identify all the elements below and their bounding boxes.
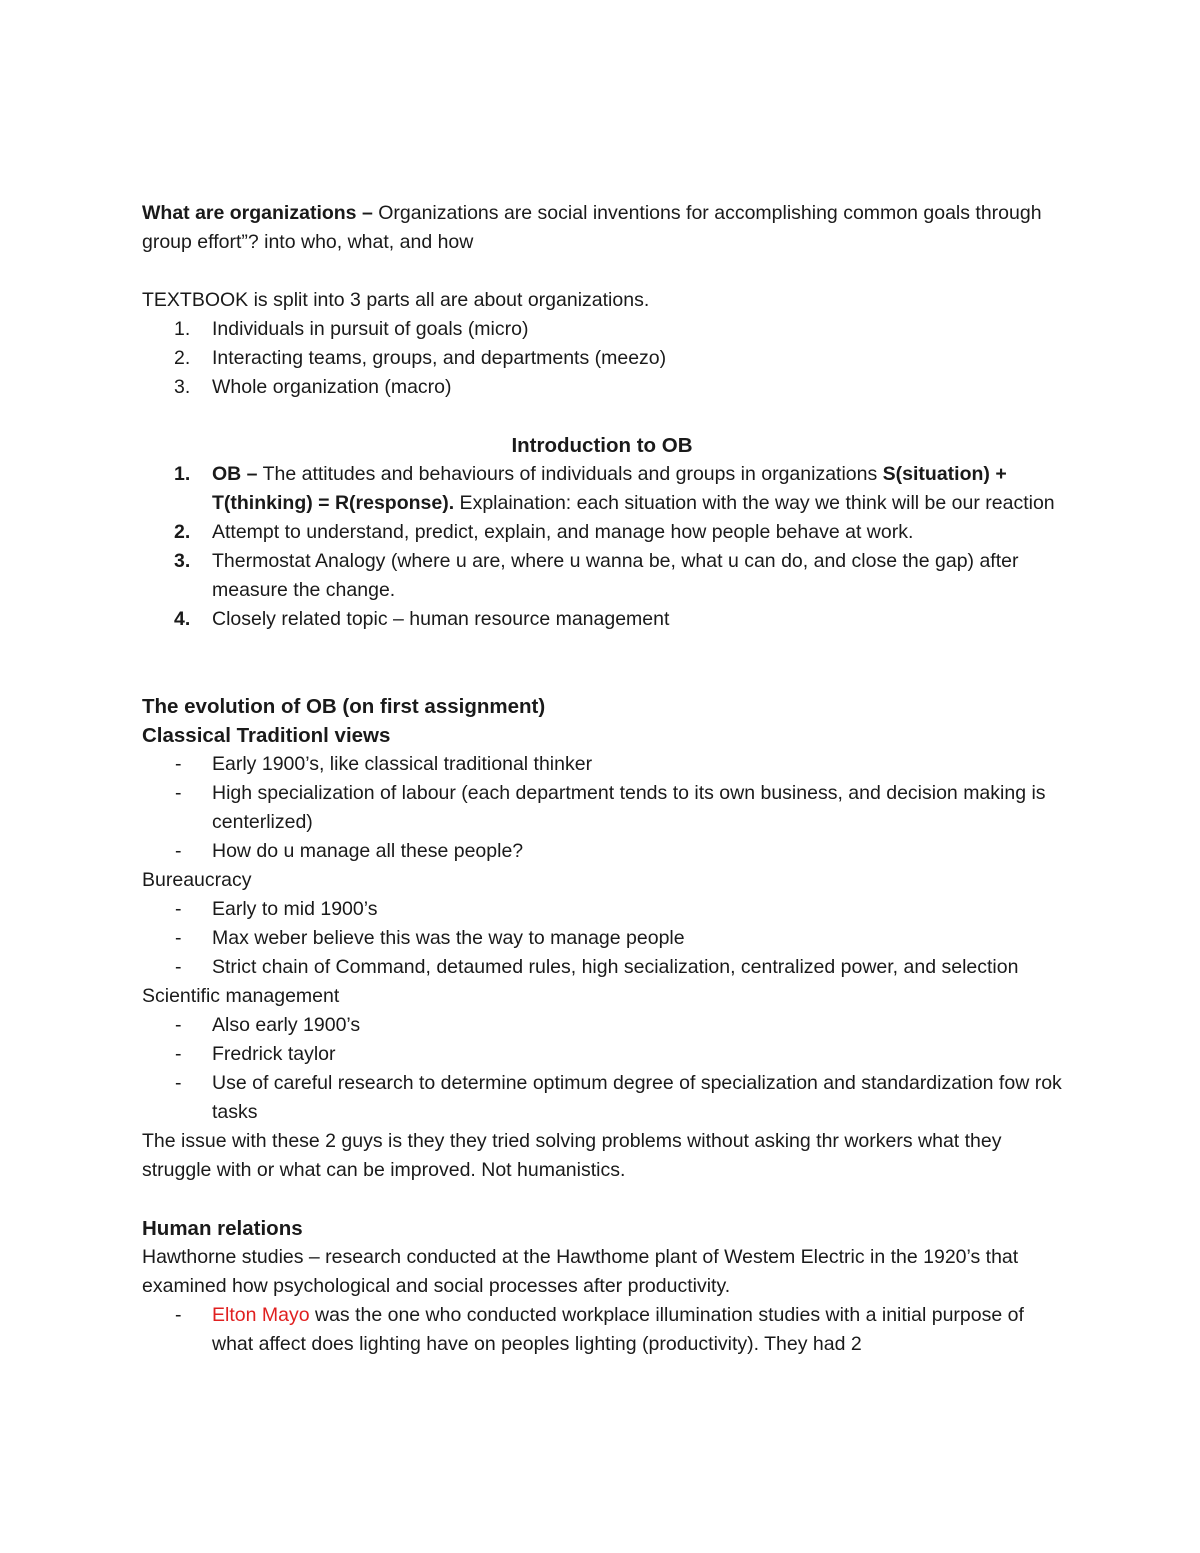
list-number: 2. bbox=[174, 521, 191, 543]
list-item bbox=[142, 750, 1062, 779]
dash-bullet: - bbox=[175, 927, 182, 949]
list-item-text: Max weber believe this was the way to manage people bbox=[212, 927, 685, 949]
list-item-text: Interacting teams, groups, and departments (meezo) bbox=[212, 347, 667, 369]
blank-line bbox=[142, 634, 1062, 663]
intro-paragraph bbox=[142, 199, 1062, 257]
list-number: 4. bbox=[174, 608, 191, 630]
textbook-lead: TEXTBOOK is split into 3 parts all are about organizations. bbox=[142, 289, 650, 311]
list-item-text: How do u manage all these people? bbox=[212, 840, 524, 862]
ob-explanation: Explaination: each situation with the way we think will be our reaction bbox=[454, 492, 1055, 514]
blank-line bbox=[142, 663, 1062, 692]
list-item bbox=[142, 953, 1062, 982]
list-item bbox=[142, 518, 1062, 547]
list-item bbox=[142, 1040, 1062, 1069]
ob-definition: The attitudes and behaviours of individuals and groups in organizations bbox=[257, 463, 883, 485]
list-item-text: Individuals in pursuit of goals (micro) bbox=[212, 318, 529, 340]
list-number: 3. bbox=[174, 376, 191, 398]
ob-label: OB – bbox=[212, 463, 258, 485]
list-item bbox=[142, 1301, 1062, 1359]
list-item bbox=[142, 1011, 1062, 1040]
list-item-text: Also early 1900’s bbox=[212, 1014, 361, 1036]
list-number: 2. bbox=[174, 347, 191, 369]
list-item bbox=[142, 315, 1062, 344]
ob-formula: S(situation) + T(thinking) = R(response). bbox=[212, 463, 1007, 514]
list-item bbox=[142, 924, 1062, 953]
list-item-text: Fredrick taylor bbox=[212, 1043, 336, 1065]
list-item bbox=[142, 895, 1062, 924]
dash-bullet: - bbox=[175, 753, 182, 775]
document-body bbox=[142, 199, 1062, 1359]
list-item-text: High specialization of labour (each department tends to its own business, and decision making is centerlized) bbox=[212, 782, 1046, 833]
ob-intro-list bbox=[142, 460, 1062, 634]
bureaucracy-title: Bureaucracy bbox=[142, 869, 252, 891]
hawthorne-paragraph: Hawthorne studies – research conducted at the Hawthome plant of Westem Electric in the 1920’s that examined how psychological and social processes after productivity. bbox=[142, 1246, 1019, 1297]
list-item-text: Thermostat Analogy (where u are, where u wanna be, what u can do, and close the gap) after measure the change. bbox=[212, 550, 1019, 601]
blank-line bbox=[142, 1185, 1062, 1214]
list-number: 1. bbox=[174, 318, 191, 340]
intro-label: What are organizations – bbox=[142, 202, 373, 224]
list-item bbox=[142, 460, 1062, 518]
dash-bullet: - bbox=[175, 1304, 182, 1326]
human-relations-title: Human relations bbox=[142, 1217, 303, 1240]
dash-bullet: - bbox=[175, 898, 182, 920]
list-item-text: Closely related topic – human resource management bbox=[212, 608, 670, 630]
ob-intro-title: Introduction to OB bbox=[511, 434, 693, 457]
list-item-text: Attempt to understand, predict, explain, and manage how people behave at work. bbox=[212, 521, 914, 543]
dash-bullet: - bbox=[175, 956, 182, 978]
classical-list bbox=[142, 750, 1062, 866]
scientific-title: Scientific management bbox=[142, 985, 340, 1007]
scientific-list bbox=[142, 1011, 1062, 1127]
list-item-text: Early 1900’s, like classical traditional thinker bbox=[212, 753, 593, 775]
dash-bullet: - bbox=[175, 1072, 182, 1094]
list-item bbox=[142, 1069, 1062, 1127]
blank-line bbox=[142, 402, 1062, 431]
intro-text: Organizations are social inventions for accomplishing common goals through group effort”? into who, what, and how bbox=[142, 202, 1042, 253]
textbook-list bbox=[142, 315, 1062, 402]
list-item bbox=[142, 605, 1062, 634]
blank-line bbox=[142, 257, 1062, 286]
dash-bullet: - bbox=[175, 840, 182, 862]
list-item-text: was the one who conducted workplace illumination studies with a initial purpose of what affect does lighting have on peoples lighting (productivity). They had 2 bbox=[212, 1304, 1024, 1355]
list-number: 3. bbox=[174, 550, 191, 572]
list-item bbox=[142, 344, 1062, 373]
human-relations-list bbox=[142, 1301, 1062, 1359]
list-item-text: Strict chain of Command, detaumed rules, high secialization, centralized power, and selection bbox=[212, 956, 1019, 978]
classical-title: Classical Traditionl views bbox=[142, 724, 391, 747]
list-item bbox=[142, 547, 1062, 605]
issue-paragraph: The issue with these 2 guys is they they tried solving problems without asking thr workers what they struggle with or what can be improved. Not humanistics. bbox=[142, 1130, 1002, 1181]
list-item-text: Use of careful research to determine optimum degree of specialization and standardization fow rok tasks bbox=[212, 1072, 1062, 1123]
list-number: 1. bbox=[174, 463, 191, 485]
list-item bbox=[142, 373, 1062, 402]
dash-bullet: - bbox=[175, 1014, 182, 1036]
list-item-text: Whole organization (macro) bbox=[212, 376, 452, 398]
evolution-title: The evolution of OB (on first assignment) bbox=[142, 695, 546, 718]
elton-mayo-name: Elton Mayo bbox=[212, 1304, 310, 1326]
list-item-text: Early to mid 1900’s bbox=[212, 898, 378, 920]
dash-bullet: - bbox=[175, 782, 182, 804]
list-item bbox=[142, 837, 1062, 866]
dash-bullet: - bbox=[175, 1043, 182, 1065]
bureaucracy-list bbox=[142, 895, 1062, 982]
list-item bbox=[142, 779, 1062, 837]
